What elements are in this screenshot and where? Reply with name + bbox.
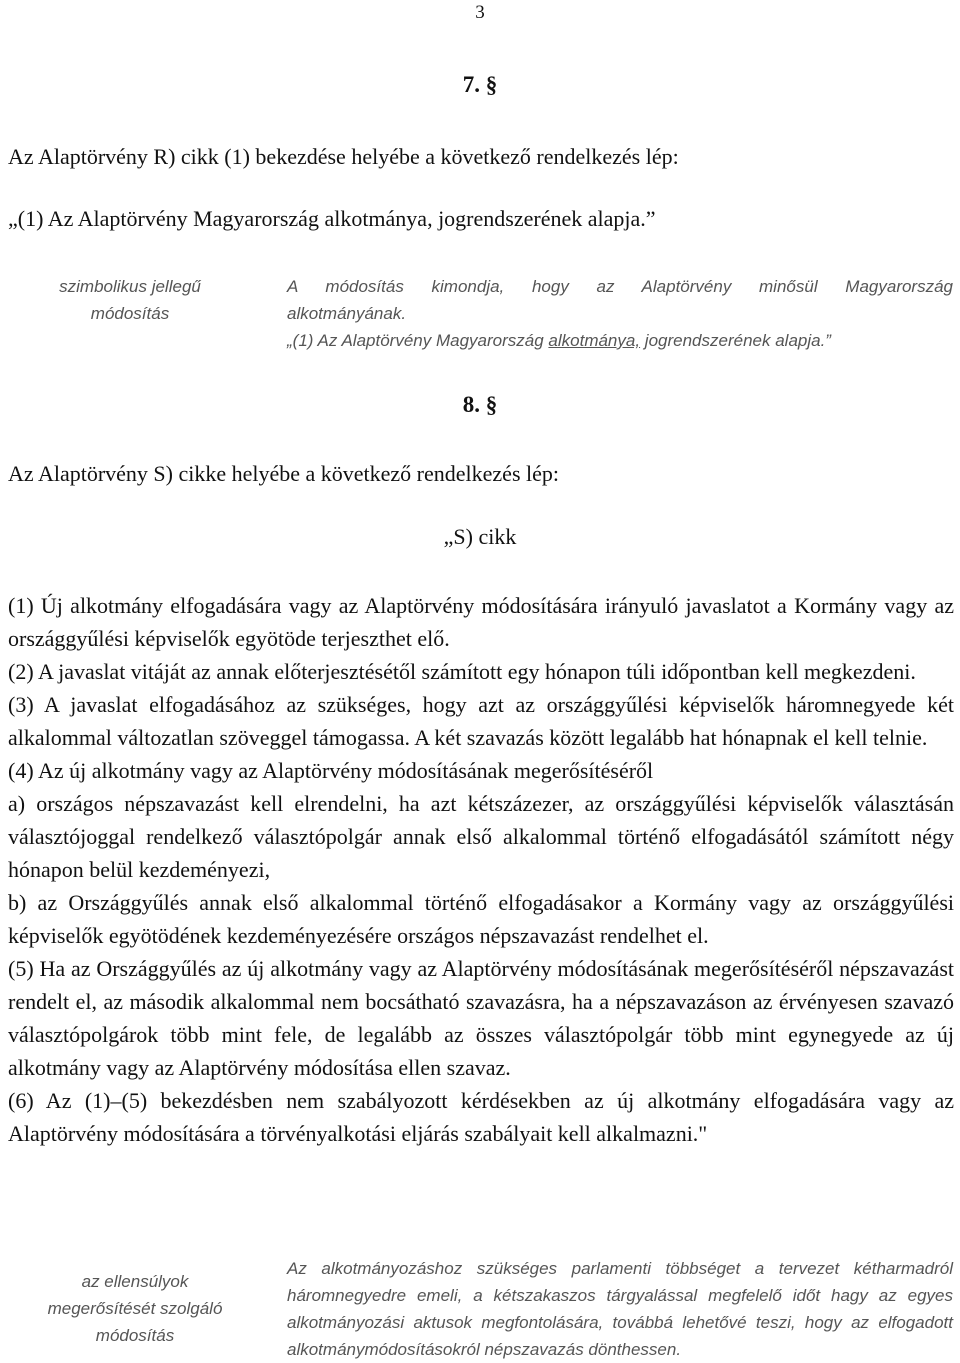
margin-note-line: szimbolikus jellegű xyxy=(59,277,201,296)
section-7-margin-note xyxy=(30,273,230,327)
paragraph: (6) Az (1)–(5) bekezdésben nem szabályozott kérdésekben az új alkotmány elfogadására vagy az Alaptörvény módosítására a törvényalkotási eljárás szabályait kell alkalmazni." xyxy=(8,1088,954,1146)
paragraph: (3) A javaslat elfogadásához az szükséges, hogy azt az országgyűlési képviselők háromnegyede két alkalommal változatlan szöveggel támogassa. A két szavazás között legalább hat hónapnak el kell telnie. xyxy=(8,692,954,750)
page-number: 3 xyxy=(475,2,485,23)
paragraph: b) az Országgyűlés annak első alkalommal történő elfogadásakor a Kormány vagy az országgyűlési képviselők egyötödének kezdeményezésére országos népszavazást rendelhet el. xyxy=(8,890,954,948)
quote-part: jogrendszerének alapja.” xyxy=(640,331,831,350)
margin-note-line: módosítás xyxy=(95,1326,175,1345)
section-7-heading: 7. § xyxy=(462,72,498,97)
margin-note-line: megerősítését szolgáló xyxy=(47,1299,223,1318)
quote-part: „(1) Az Alaptörvény Magyarország xyxy=(287,331,549,350)
section-7-intro: Az Alaptörvény R) cikk (1) bekezdése helyébe a következő rendelkezés lép: xyxy=(8,144,679,169)
paragraph: a) országos népszavazást kell elrendelni, ha azt kétszázezer, az országgyűlési képviselők választásán választójoggal rendelkező választópolgár annak első alkalommal történő elfogadásától számított négy hónapon belül kezdeményezi, xyxy=(8,791,954,882)
margin-note-line: módosítás xyxy=(90,304,170,323)
explanation-text: Az alkotmányozáshoz szükséges parlamenti többséget a tervezet kétharmadról háromnegyedre emeli, a kétszakaszos tárgyalással megfelelő időt hagy az egyes alkotmányozási aktusok megfontolására, továbbá lehetővé teszi, hogy az elfogadott alkotmánymódosításokról népszavazás dönthessen. xyxy=(287,1259,953,1359)
paragraph: (1) Új alkotmány elfogadására vagy az Alaptörvény módosítására irányuló javaslatot a Kormány vagy az országgyűlési képviselők egyötöde terjeszthet elő. xyxy=(8,593,954,651)
section-7-quote: „(1) Az Alaptörvény Magyarország alkotmánya, jogrendszerének alapja.” xyxy=(8,206,656,231)
section-7-explanation xyxy=(287,273,953,354)
explanation-line: A módosítás kimondja, hogy az Alaptörvény minősül Magyarország xyxy=(287,277,953,296)
paragraph: (5) Ha az Országgyűlés az új alkotmány vagy az Alaptörvény módosításának megerősítéséről népszavazást rendelt el, az második alkalommal nem bocsátható szavazásra, ha a népszavazáson az érvényesen szavazó választópolgárok több mint fele, de legalább az összes választópolgár több mint egynegyede az új alkotmány vagy az Alaptörvény módosítása ellen szavaz. xyxy=(8,956,954,1080)
quote-underlined: alkotmánya, xyxy=(548,331,641,350)
paragraph: (4) Az új alkotmány vagy az Alaptörvény módosításának megerősítéséről xyxy=(8,758,654,783)
section-8-intro: Az Alaptörvény S) cikke helyébe a következő rendelkezés lép: xyxy=(8,461,559,486)
margin-note-line: az ellensúlyok xyxy=(81,1272,189,1291)
article-s-body xyxy=(8,589,954,1150)
section-8-margin-note xyxy=(20,1268,250,1349)
section-8-explanation xyxy=(287,1255,953,1363)
article-s-heading: „S) cikk xyxy=(443,524,517,549)
explanation-line: alkotmányának. xyxy=(287,304,407,323)
explanation-quote xyxy=(287,327,953,354)
paragraph: (2) A javaslat vitáját az annak előterjesztésétől számított egy hónapon túli időpontban kell megkezdeni. xyxy=(8,659,916,684)
section-8-heading: 8. § xyxy=(462,392,498,417)
